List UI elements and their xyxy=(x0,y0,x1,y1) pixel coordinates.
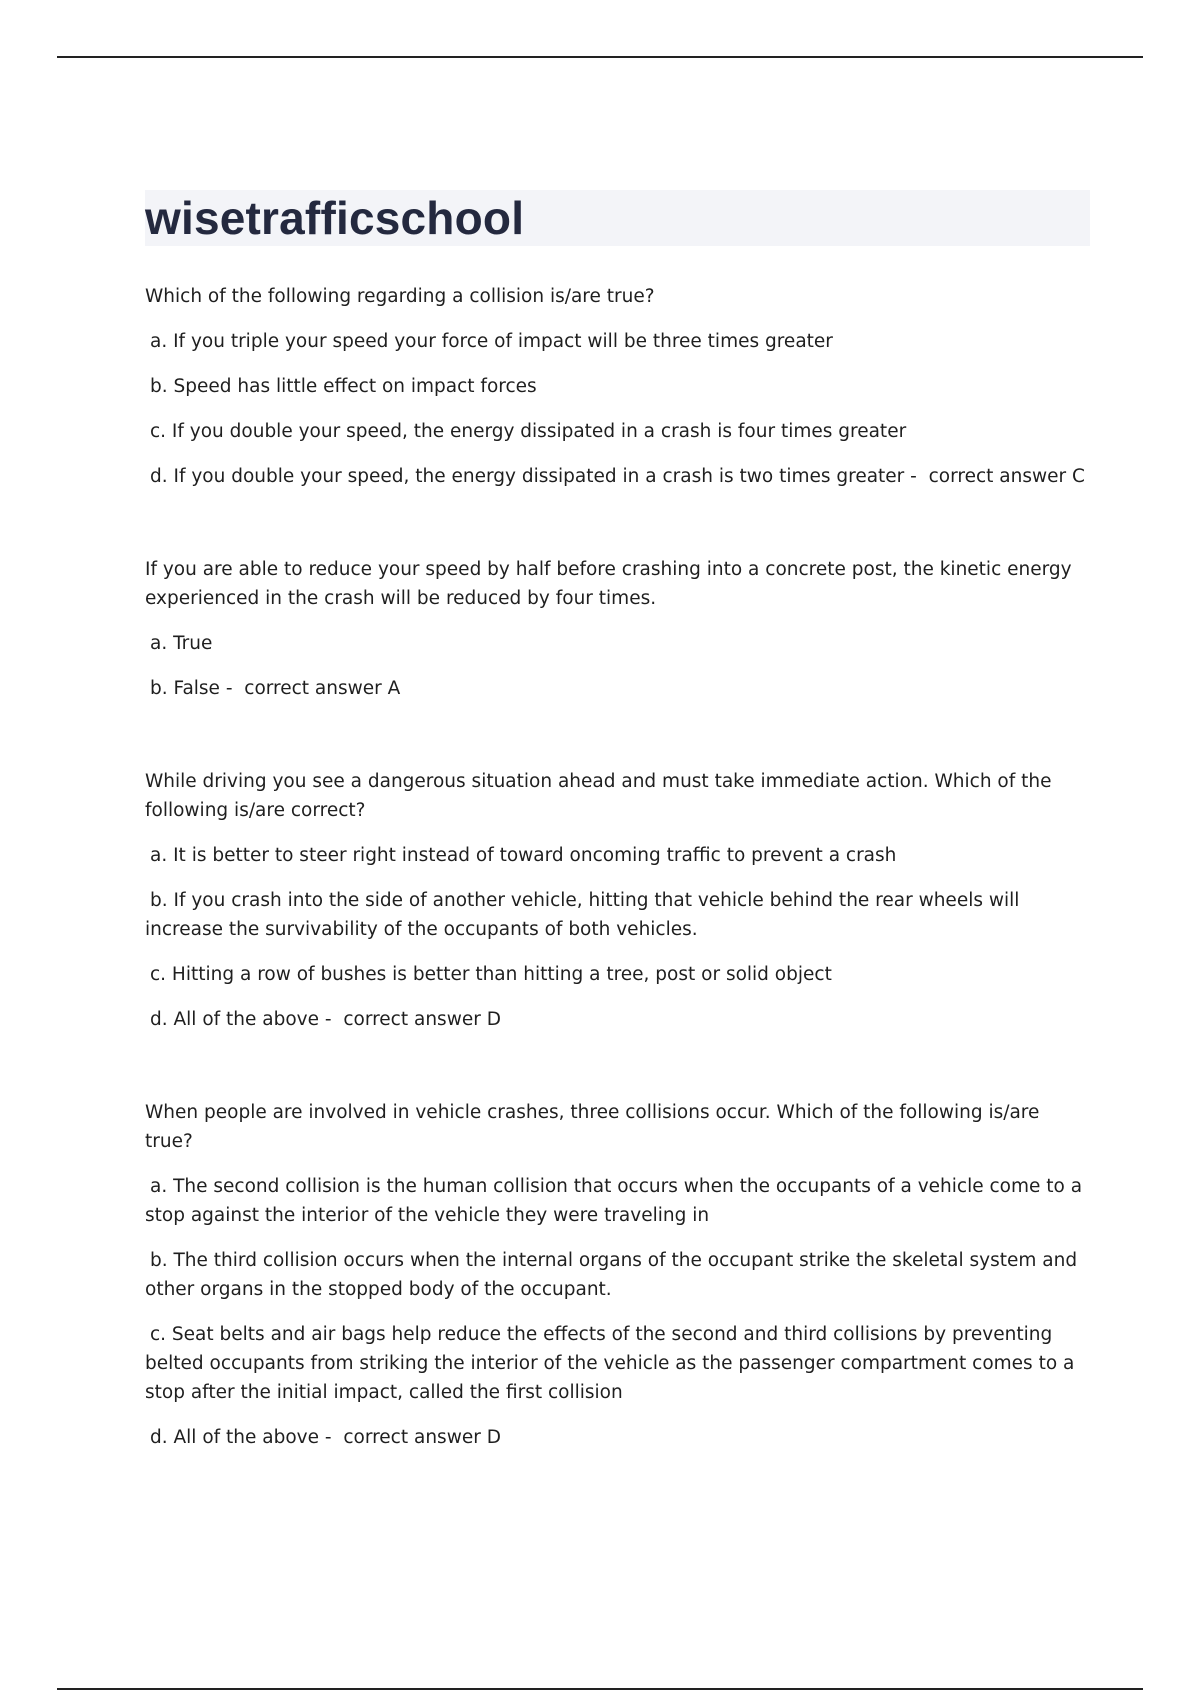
option-a: a. It is better to steer right instead of toward oncoming traffic to prevent a crash xyxy=(150,845,897,866)
option-d: d. If you double your speed, the energy dissipated in a crash is two times greater - correct answer C xyxy=(150,466,1085,487)
question-block xyxy=(145,282,1090,491)
title-banner xyxy=(145,190,1090,246)
question-text: While driving you see a dangerous situation ahead and must take immediate action. Which of the following is/are correct? xyxy=(145,771,1052,821)
question-block xyxy=(145,1098,1090,1452)
option-b: b. The third collision occurs when the internal organs of the occupant strike the skeletal system and other organs in the stopped body of the occupant. xyxy=(145,1250,1078,1300)
option-a: a. The second collision is the human collision that occurs when the occupants of a vehicle come to a stop against the interior of the vehicle they were traveling in xyxy=(145,1176,1083,1226)
document-body xyxy=(145,190,1090,1516)
correct-answer: - correct answer D xyxy=(319,1009,501,1030)
question-block xyxy=(145,767,1090,1034)
correct-answer: - correct answer A xyxy=(219,678,401,699)
option-a: a. True xyxy=(150,633,213,654)
question-text: If you are able to reduce your speed by half before crashing into a concrete post, the kinetic energy experienced in the crash will be reduced by four times. xyxy=(145,559,1072,609)
option-b: b. If you crash into the side of another vehicle, hitting that vehicle behind the rear wheels will increase the survivability of the occupants of both vehicles. xyxy=(145,890,1020,940)
question-text: When people are involved in vehicle crashes, three collisions occur. Which of the following is/are true? xyxy=(145,1102,1040,1152)
option-b: b. Speed has little effect on impact forces xyxy=(150,376,537,397)
option-d: d. All of the above - correct answer D xyxy=(150,1427,501,1448)
correct-answer: - correct answer C xyxy=(904,466,1085,487)
option-c: c. Hitting a row of bushes is better than hitting a tree, post or solid object xyxy=(150,964,832,985)
question-block xyxy=(145,555,1090,703)
document-title: wisetrafficschool xyxy=(145,192,525,244)
top-divider xyxy=(57,56,1143,58)
option-c: c. Seat belts and air bags help reduce the effects of the second and third collisions by preventing belted occupants from striking the interior of the vehicle as the passenger compartment comes to a stop after the initial impact, called the first collision xyxy=(145,1324,1075,1403)
option-c: c. If you double your speed, the energy dissipated in a crash is four times greater xyxy=(150,421,907,442)
question-text: Which of the following regarding a collision is/are true? xyxy=(145,286,655,307)
option-a: a. If you triple your speed your force of impact will be three times greater xyxy=(150,331,833,352)
option-d: d. All of the above - correct answer D xyxy=(150,1009,501,1030)
bottom-divider xyxy=(57,1688,1143,1690)
option-b: b. False - correct answer A xyxy=(150,678,401,699)
correct-answer: - correct answer D xyxy=(319,1427,501,1448)
